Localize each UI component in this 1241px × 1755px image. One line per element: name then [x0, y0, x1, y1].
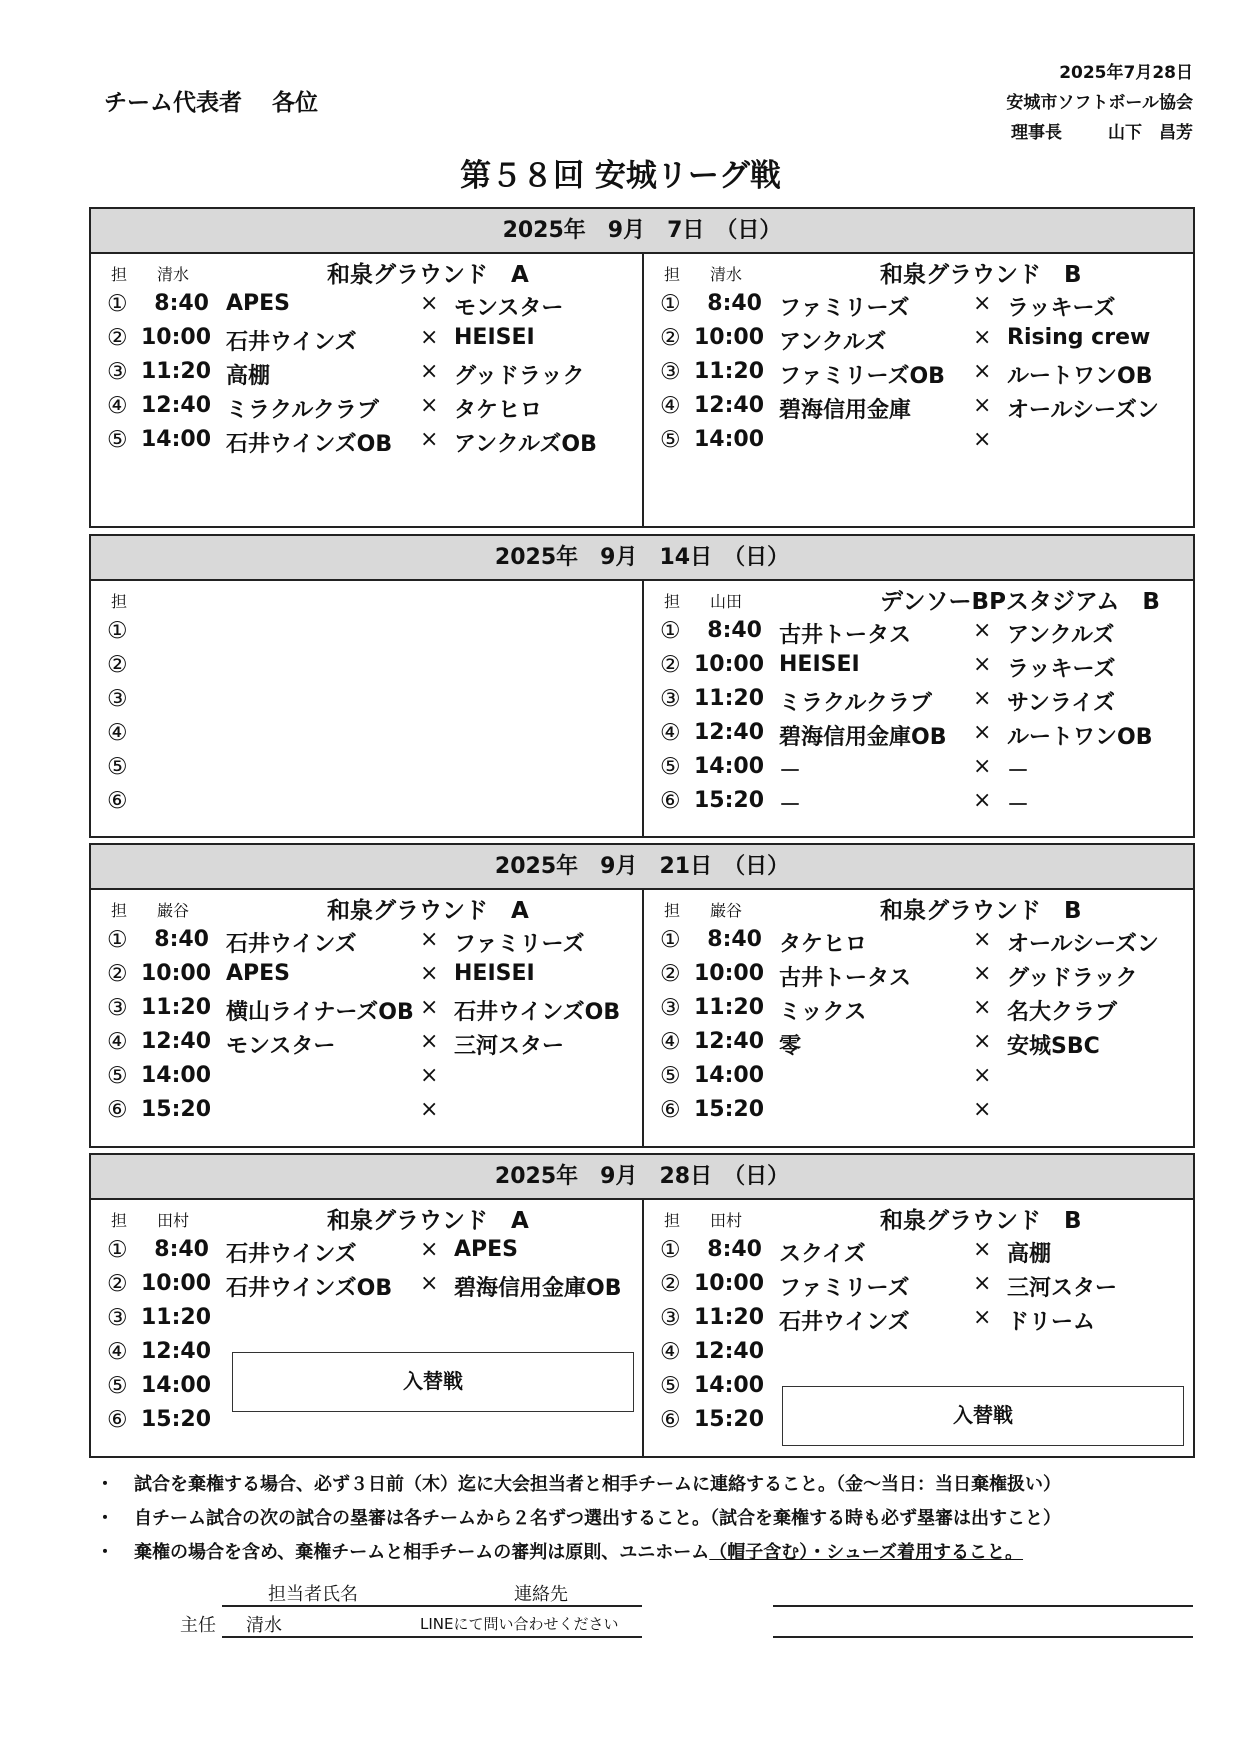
away-team: モンスター: [454, 296, 564, 321]
match-row: [91, 1027, 642, 1061]
away-team: HEISEI: [454, 961, 535, 986]
versus-mark: ×: [420, 1063, 439, 1088]
match-number: ⑥: [107, 788, 128, 814]
match-number: ⑥: [660, 788, 681, 814]
away-team: グッドラック: [454, 364, 585, 389]
match-time: 10:00: [141, 1271, 212, 1296]
away-team: ファミリーズ: [454, 932, 585, 957]
match-row: [644, 616, 1193, 650]
contact-role: 主任: [180, 1615, 216, 1636]
away-team: －: [1007, 759, 1030, 784]
match-row: [91, 1061, 642, 1095]
match-time: 10:00: [694, 325, 765, 350]
versus-mark: ×: [973, 652, 992, 677]
match-number: ④: [107, 393, 128, 419]
match-number: ④: [660, 1339, 681, 1365]
venue-column-right: [642, 1200, 1193, 1456]
match-date-header: [91, 536, 1193, 581]
match-row: [91, 959, 642, 993]
contact-rule: [222, 1636, 642, 1638]
match-row: [91, 616, 642, 650]
official-name: 清水: [157, 265, 190, 284]
away-team: HEISEI: [454, 325, 535, 350]
match-row: [91, 650, 642, 684]
match-row: [644, 1061, 1193, 1095]
home-team: APES: [226, 961, 291, 986]
match-date: 2025年 9月 14日 （日）: [494, 545, 790, 570]
home-team: ファミリーズOB: [779, 364, 945, 389]
schedule-block-3: [89, 843, 1195, 1148]
match-number: ④: [107, 720, 128, 746]
home-team: タケヒロ: [779, 932, 868, 957]
match-number: ⑤: [660, 754, 681, 780]
match-number: ①: [660, 291, 681, 317]
venue-header: [644, 1200, 1193, 1235]
match-number: ⑥: [660, 1407, 681, 1433]
home-team: ミラクルクラブ: [779, 691, 932, 716]
match-time: 11:20: [141, 1305, 212, 1330]
schedule-block-1: [89, 207, 1195, 528]
away-team: Rising crew: [1007, 325, 1151, 350]
contact-name: 清水: [246, 1615, 282, 1636]
home-team: ミラクルクラブ: [226, 398, 379, 423]
contact-header-name: 担当者氏名: [268, 1584, 358, 1605]
versus-mark: ×: [420, 927, 439, 952]
versus-mark: ×: [973, 1305, 992, 1330]
home-team: アンクルズ: [779, 330, 887, 355]
match-number: ⑥: [107, 1407, 128, 1433]
signature-line: [773, 1636, 1193, 1638]
match-time: 11:20: [694, 995, 765, 1020]
match-time: 15:20: [694, 1407, 765, 1432]
versus-mark: ×: [973, 291, 992, 316]
versus-mark: ×: [973, 686, 992, 711]
home-team: 石井ウインズ: [779, 1310, 910, 1335]
contact-header-contact: 連絡先: [514, 1584, 568, 1605]
addressee-label: チーム代表者: [104, 90, 242, 116]
match-date-header: [91, 845, 1193, 890]
match-row: [91, 425, 642, 459]
match-row: [644, 1337, 1193, 1371]
versus-mark: ×: [973, 788, 992, 813]
versus-mark: ×: [973, 1097, 992, 1122]
match-time: 8:40: [154, 1237, 209, 1262]
versus-mark: ×: [420, 359, 439, 384]
versus-mark: ×: [420, 995, 439, 1020]
match-time: 15:20: [694, 1097, 765, 1122]
match-row: [644, 993, 1193, 1027]
versus-mark: ×: [973, 1271, 992, 1296]
official-label: 担: [111, 592, 128, 611]
venue-column-right: [642, 254, 1193, 526]
match-number: ④: [107, 1029, 128, 1055]
home-team: 古井トータス: [779, 623, 912, 648]
away-team: 三河スター: [454, 1034, 565, 1059]
match-time: 11:20: [694, 359, 765, 384]
match-number: ④: [660, 720, 681, 746]
away-team: －: [1007, 793, 1030, 818]
away-team: グッドラック: [1007, 966, 1138, 991]
match-number: ⑤: [660, 427, 681, 453]
versus-mark: ×: [973, 359, 992, 384]
schedule-block-2: [89, 534, 1195, 838]
match-time: 14:00: [694, 1373, 765, 1398]
away-team: 安城SBC: [1007, 1034, 1100, 1059]
match-time: 12:40: [694, 720, 765, 745]
versus-mark: ×: [973, 1063, 992, 1088]
match-time: 10:00: [141, 961, 212, 986]
match-number: ⑤: [660, 1063, 681, 1089]
match-row: [91, 1303, 642, 1337]
match-number: ②: [107, 1271, 128, 1297]
home-team: ファミリーズ: [779, 296, 910, 321]
match-row: [91, 752, 642, 786]
match-row: [91, 1095, 642, 1129]
official-label: 担: [111, 1211, 128, 1230]
match-row: [644, 752, 1193, 786]
match-number: ①: [660, 618, 681, 644]
away-team: 石井ウインズOB: [454, 1000, 621, 1025]
match-time: 10:00: [694, 652, 765, 677]
page-title: 第５８回 安城リーグ戦: [460, 158, 781, 194]
away-team: ルートワンOB: [1007, 725, 1153, 750]
home-team: モンスター: [226, 1034, 336, 1059]
away-team: ドリーム: [1007, 1310, 1096, 1335]
away-team: サンライズ: [1007, 691, 1116, 716]
match-row: [91, 684, 642, 718]
match-time: 10:00: [694, 1271, 765, 1296]
venue-header: [644, 581, 1193, 616]
addressee: [104, 84, 318, 117]
note-text: 棄権の場合を含め、棄権チームと相手チームの審判は原則、ユニホーム: [134, 1542, 710, 1563]
match-row: [644, 323, 1193, 357]
playoff-box: 入替戦: [782, 1386, 1184, 1446]
home-team: 横山ライナーズOB: [226, 1000, 414, 1025]
match-row: [91, 925, 642, 959]
versus-mark: ×: [973, 927, 992, 952]
match-row: [91, 993, 642, 1027]
notes: [96, 1468, 1061, 1570]
away-team: 三河スター: [1007, 1276, 1118, 1301]
versus-mark: ×: [420, 961, 439, 986]
note-item-1: [96, 1468, 1061, 1502]
venue-name: デンソーBPスタジアム B: [880, 589, 1160, 615]
away-team: オールシーズン: [1007, 932, 1159, 957]
versus-mark: ×: [973, 618, 992, 643]
match-number: ①: [660, 927, 681, 953]
away-team: ラッキーズ: [1007, 296, 1116, 321]
match-row: [91, 289, 642, 323]
venue-column-left: [91, 254, 642, 526]
official-label: 担: [664, 901, 681, 920]
match-row: [644, 786, 1193, 820]
versus-mark: ×: [420, 1237, 439, 1262]
match-time: 12:40: [694, 393, 765, 418]
official-label: 担: [664, 592, 681, 611]
match-row: [644, 357, 1193, 391]
venue-name: 和泉グラウンド B: [880, 262, 1082, 288]
match-time: 8:40: [154, 927, 209, 952]
match-time: 14:00: [694, 427, 765, 452]
versus-mark: ×: [420, 325, 439, 350]
match-number: ③: [107, 686, 128, 712]
away-team: アンクルズ: [1007, 623, 1115, 648]
match-time: 12:40: [141, 1339, 212, 1364]
match-time: 14:00: [694, 1063, 765, 1088]
match-number: ①: [660, 1237, 681, 1263]
note-item-2: [96, 1502, 1061, 1536]
match-time: 11:20: [141, 995, 212, 1020]
match-number: ④: [107, 1339, 128, 1365]
home-team: 古井トータス: [779, 966, 912, 991]
home-team: APES: [226, 291, 291, 316]
match-time: 15:20: [141, 1097, 212, 1122]
versus-mark: ×: [973, 427, 992, 452]
venue-column-right: [642, 581, 1193, 836]
match-date: 2025年 9月 28日 （日）: [494, 1164, 790, 1189]
away-team: タケヒロ: [454, 398, 543, 423]
playoff-box: 入替戦: [232, 1352, 634, 1412]
match-number: ①: [107, 927, 128, 953]
away-team: アンクルズOB: [454, 432, 597, 457]
match-time: 11:20: [141, 359, 212, 384]
venue-name: 和泉グラウンド B: [880, 898, 1082, 924]
sender-block: [1006, 58, 1193, 148]
venue-column-right: [642, 890, 1193, 1146]
organization-name: 安城市ソフトボール協会: [1006, 93, 1193, 113]
versus-mark: ×: [973, 1029, 992, 1054]
note-text: 自チーム試合の次の試合の塁審は各チームから２名ずつ選出すること。（試合を棄権する時も必ず塁審は出すこと）: [134, 1508, 1061, 1529]
match-number: ①: [107, 291, 128, 317]
match-number: ①: [107, 1237, 128, 1263]
match-time: 12:40: [694, 1339, 765, 1364]
match-time: 15:20: [694, 788, 765, 813]
match-number: ②: [660, 325, 681, 351]
venue-column-left: [91, 890, 642, 1146]
versus-mark: ×: [973, 995, 992, 1020]
match-time: 14:00: [141, 427, 212, 452]
venue-name: 和泉グラウンド A: [327, 898, 529, 924]
official-label: 担: [111, 265, 128, 284]
match-time: 11:20: [694, 1305, 765, 1330]
away-team: オールシーズン: [1007, 398, 1159, 423]
versus-mark: ×: [973, 720, 992, 745]
venue-header: [91, 890, 642, 925]
note-text-underlined: （帽子含む）・シューズ着用すること。: [709, 1542, 1024, 1563]
match-row: [644, 1095, 1193, 1129]
venue-column-left: [91, 1200, 642, 1456]
chair-title: 理事長: [1011, 123, 1062, 143]
match-row: [91, 357, 642, 391]
official-name: 山田: [710, 592, 743, 611]
official-name: 清水: [710, 265, 743, 284]
match-row: [644, 925, 1193, 959]
official-label: 担: [664, 265, 681, 284]
home-team: 碧海信用金庫OB: [779, 725, 947, 750]
match-row: [91, 718, 642, 752]
match-number: ③: [660, 686, 681, 712]
match-time: 8:40: [707, 291, 762, 316]
home-team: 石井ウインズ: [226, 1242, 357, 1267]
match-date: 2025年 9月 7日 （日）: [502, 218, 782, 243]
match-number: ③: [107, 1305, 128, 1331]
match-number: ③: [660, 1305, 681, 1331]
match-date-header: [91, 209, 1193, 254]
match-row: [644, 650, 1193, 684]
match-row: [644, 391, 1193, 425]
match-row: [91, 391, 642, 425]
match-number: ②: [660, 961, 681, 987]
versus-mark: ×: [420, 393, 439, 418]
match-time: 15:20: [141, 1407, 212, 1432]
home-team: 石井ウインズ: [226, 330, 357, 355]
match-time: 14:00: [141, 1063, 212, 1088]
match-date-header: [91, 1155, 1193, 1200]
match-number: ⑤: [107, 1063, 128, 1089]
match-row: [644, 425, 1193, 459]
home-team: ファミリーズ: [779, 1276, 910, 1301]
versus-mark: ×: [420, 291, 439, 316]
official-name: 巌谷: [157, 901, 190, 920]
chairman: [1006, 118, 1193, 148]
venue-name: 和泉グラウンド B: [880, 1208, 1082, 1234]
match-number: ⑤: [107, 754, 128, 780]
home-team: 石井ウインズOB: [226, 1276, 393, 1301]
match-number: ③: [660, 359, 681, 385]
versus-mark: ×: [420, 1271, 439, 1296]
match-number: ③: [660, 995, 681, 1021]
match-row: [91, 786, 642, 820]
match-number: ②: [107, 652, 128, 678]
official-name: 巌谷: [710, 901, 743, 920]
note-item-3: [96, 1536, 1061, 1570]
match-number: ②: [107, 325, 128, 351]
match-number: ①: [107, 618, 128, 644]
match-row: [91, 323, 642, 357]
home-team: 石井ウインズOB: [226, 432, 393, 457]
match-number: ⑤: [107, 1373, 128, 1399]
issue-date: 2025年7月28日: [1059, 63, 1193, 83]
versus-mark: ×: [420, 1029, 439, 1054]
match-number: ②: [660, 1271, 681, 1297]
venue-name: 和泉グラウンド A: [327, 262, 529, 288]
match-row: [644, 959, 1193, 993]
official-label: 担: [111, 901, 128, 920]
versus-mark: ×: [420, 427, 439, 452]
match-time: 8:40: [154, 291, 209, 316]
venue-header: [91, 254, 642, 289]
versus-mark: ×: [973, 961, 992, 986]
schedule-block-4: [89, 1153, 1195, 1458]
official-label: 担: [664, 1211, 681, 1230]
match-number: ⑤: [107, 427, 128, 453]
versus-mark: ×: [973, 1237, 992, 1262]
signature-line: [773, 1605, 1193, 1607]
match-row: [91, 1235, 642, 1269]
home-team: 碧海信用金庫: [779, 398, 912, 423]
match-number: ③: [107, 995, 128, 1021]
home-team: －: [779, 793, 802, 818]
match-row: [644, 1235, 1193, 1269]
versus-mark: ×: [973, 393, 992, 418]
match-row: [644, 1269, 1193, 1303]
away-team: 名大クラブ: [1007, 1000, 1118, 1025]
venue-header: [644, 890, 1193, 925]
match-time: 10:00: [694, 961, 765, 986]
away-team: APES: [454, 1237, 519, 1262]
note-text: 試合を棄権する場合、必ず３日前（木）迄に大会担当者と相手チームに連絡すること。（金～当日：当日棄権扱い）: [134, 1474, 1061, 1495]
match-number: ④: [660, 1029, 681, 1055]
match-row: [644, 1303, 1193, 1337]
match-time: 12:40: [694, 1029, 765, 1054]
match-time: 14:00: [141, 1373, 212, 1398]
home-team: 石井ウインズ: [226, 932, 357, 957]
match-time: 11:20: [694, 686, 765, 711]
match-time: 14:00: [694, 754, 765, 779]
venue-header: [644, 254, 1193, 289]
venue-header: [91, 1200, 642, 1235]
match-number: ⑤: [660, 1373, 681, 1399]
home-team: －: [779, 759, 802, 784]
versus-mark: ×: [420, 1097, 439, 1122]
match-time: 12:40: [141, 393, 212, 418]
match-number: ⑥: [660, 1097, 681, 1123]
contact-info: LINEにて問い合わせください: [420, 1615, 619, 1633]
match-number: ②: [107, 961, 128, 987]
match-time: 12:40: [141, 1029, 212, 1054]
away-team: ラッキーズ: [1007, 657, 1116, 682]
away-team: 高棚: [1007, 1242, 1052, 1267]
versus-mark: ×: [973, 754, 992, 779]
versus-mark: ×: [973, 325, 992, 350]
away-team: ルートワンOB: [1007, 364, 1153, 389]
home-team: HEISEI: [779, 652, 860, 677]
official-name: 田村: [710, 1211, 743, 1230]
match-row: [91, 1269, 642, 1303]
chair-name: 山下 昌芳: [1108, 123, 1193, 143]
match-row: [644, 1027, 1193, 1061]
match-time: 8:40: [707, 927, 762, 952]
official-name: 田村: [157, 1211, 190, 1230]
venue-column-left: [91, 581, 642, 836]
match-number: ④: [660, 393, 681, 419]
home-team: 零: [779, 1034, 802, 1059]
home-team: 高棚: [226, 364, 271, 389]
match-time: 10:00: [141, 325, 212, 350]
contact-rule: [222, 1605, 642, 1607]
match-row: [644, 718, 1193, 752]
match-date: 2025年 9月 21日 （日）: [494, 854, 790, 879]
bullet: ・: [96, 1508, 114, 1529]
bullet: ・: [96, 1474, 114, 1495]
addressee-honorific: 各位: [272, 90, 318, 116]
venue-header: [91, 581, 642, 616]
match-number: ③: [107, 359, 128, 385]
match-time: 8:40: [707, 618, 762, 643]
venue-name: 和泉グラウンド A: [327, 1208, 529, 1234]
match-number: ⑥: [107, 1097, 128, 1123]
match-time: 8:40: [707, 1237, 762, 1262]
home-team: ミックス: [779, 1000, 867, 1025]
bullet: ・: [96, 1542, 114, 1563]
away-team: 碧海信用金庫OB: [454, 1276, 622, 1301]
home-team: スクイズ: [779, 1242, 866, 1267]
match-row: [644, 289, 1193, 323]
match-number: ②: [660, 652, 681, 678]
match-row: [644, 684, 1193, 718]
